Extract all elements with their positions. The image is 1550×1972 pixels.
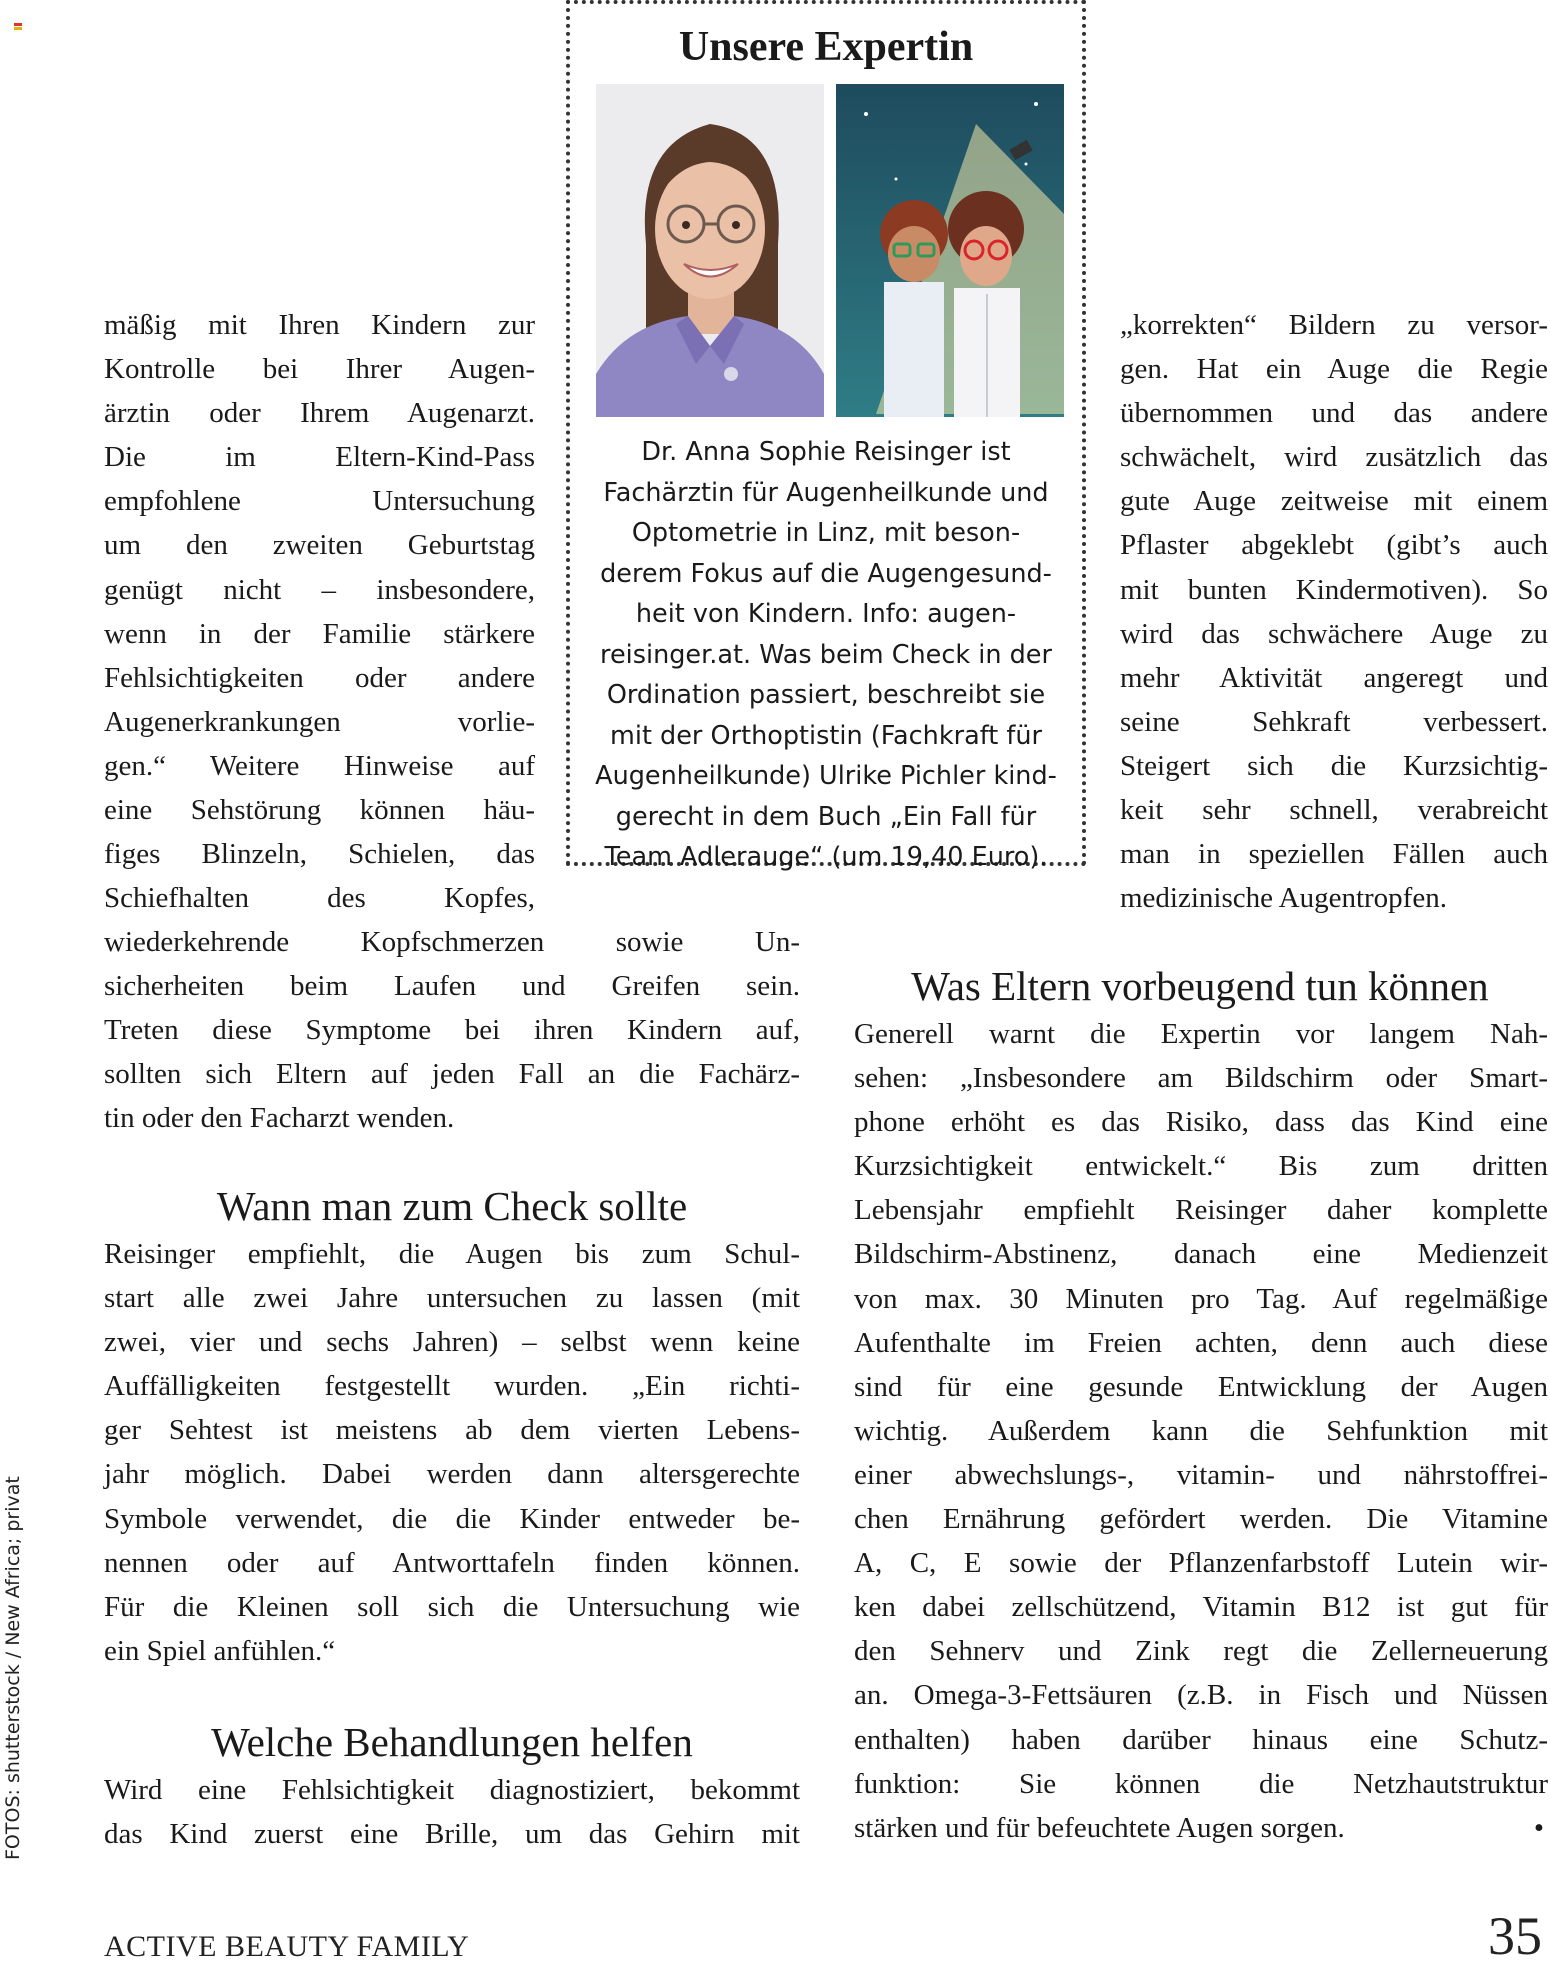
text-line: Reisinger empfiehlt, die Augen bis zum Schul- [104, 1238, 800, 1270]
text-line: wichtig. Außerdem kann die Sehfunktion mit [854, 1414, 1548, 1447]
text-line: Generell warnt die Expertin vor langem Nah- [854, 1018, 1548, 1050]
text-line: eine Sehstörung können häu- [104, 794, 535, 827]
text-line: funktion: Sie können die Netzhautstruktur [854, 1767, 1548, 1800]
text-line: A, C, E sowie der Pflanzenfarbstoff Lutein wir- [854, 1547, 1548, 1580]
end-mark-icon: • [1533, 1811, 1544, 1844]
text-line: Steigert sich die Kurzsichtig- [1120, 749, 1548, 782]
text-line: Für die Kleinen soll sich die Untersuchung wie [104, 1590, 800, 1623]
caption-line: derem Fokus auf die Augengesund- [600, 558, 1052, 589]
caption-line: Optometrie in Linz, mit beson- [631, 518, 1021, 548]
magazine-name: ACTIVE BEAUTY FAMILY [104, 1930, 470, 1963]
text-line: „korrekten“ Bildern zu versor- [1120, 309, 1548, 341]
text-line: schwächelt, wird zusätzlich das [1120, 441, 1548, 474]
text-line: den Sehnerv und Zink regt die Zellerneuerung [854, 1635, 1548, 1668]
text-line: figes Blinzeln, Schielen, das [104, 838, 535, 871]
text-line: Schiefhalten des Kopfes, [104, 882, 535, 915]
text-line: gen. Hat ein Auge die Regie [1120, 353, 1548, 386]
text-line: empfohlene Untersuchung [104, 485, 535, 518]
section-body [104, 1768, 800, 1856]
text-line: Kontrolle bei Ihrer Augen- [104, 353, 535, 386]
text-line [854, 1806, 1548, 1850]
text-line: Kurzsichtigkeit entwickelt.“ Bis zum dritten [854, 1150, 1548, 1183]
text-line: Die im Eltern-Kind-Pass [104, 441, 535, 474]
book-cover-image [836, 84, 1064, 417]
page-number: 35 [1488, 1906, 1542, 1966]
text-line: ken dabei zellschützend, Vitamin B12 ist gut für [854, 1591, 1548, 1624]
text-line: ärztin oder Ihrem Augenarzt. [104, 397, 535, 430]
text-line: start alle zwei Jahre untersuchen zu lassen (mit [104, 1282, 800, 1315]
section-heading: Welche Behandlungen helfen [211, 1719, 693, 1765]
text-line: chen Ernährung gefördert werden. Die Vitamine [854, 1503, 1548, 1536]
text-line: enthalten) haben darüber hinaus eine Schutz- [854, 1723, 1548, 1756]
section-heading: Was Eltern vorbeugend tun können [911, 963, 1489, 1009]
text-line: seine Sehkraft verbessert. [1120, 705, 1548, 738]
text-line: von max. 30 Minuten pro Tag. Auf regelmäßige [854, 1282, 1548, 1315]
text-line: wiederkehrende Kopfschmerzen sowie Un- [104, 926, 800, 958]
text-line: ger Sehtest ist meistens ab dem vierten Lebens- [104, 1414, 800, 1447]
text-line: Pflaster abgeklebt (gibt’s auch [1120, 529, 1548, 562]
text-line: Wird eine Fehlsichtigkeit diagnostiziert, bekommt [104, 1774, 800, 1806]
caption-line: Fachärztin für Augenheilkunde und [603, 477, 1049, 508]
text-line: ein Spiel anfühlen.“ [104, 1634, 336, 1667]
text-line: gute Auge zeitweise mit einem [1120, 485, 1548, 518]
text-line: übernommen und das andere [1120, 397, 1548, 430]
text-line: nennen oder auf Antworttafeln finden können. [104, 1546, 800, 1579]
color-mark-icon [14, 18, 22, 26]
text-line: wird das schwächere Auge zu [1120, 617, 1548, 650]
text-line: genügt nicht – insbesondere, [104, 573, 535, 606]
section-heading: Wann man zum Check sollte [216, 1183, 688, 1229]
expert-box [566, 0, 1086, 872]
photo-credit: FOTOS: shutterstock / New Africa; privat [2, 1476, 24, 1860]
caption-line: Team Adlerauge“ (um 19,40 Euro). [604, 842, 1048, 872]
text-line: Lebensjahr empfiehlt Reisinger daher komplette [854, 1194, 1548, 1227]
text-line: sicherheiten beim Laufen und Greifen sein. [104, 970, 800, 1003]
text-line: Fehlsichtigkeiten oder andere [104, 661, 535, 694]
expert-box-title: Unsere Expertin [678, 24, 974, 70]
text-line: Bildschirm-Abstinenz, danach eine Medienzeit [854, 1238, 1548, 1271]
caption-line: Dr. Anna Sophie Reisinger ist [641, 437, 1011, 467]
text-line: mit bunten Kindermotiven). So [1120, 573, 1548, 606]
text-line: sind für eine gesunde Entwicklung der Augen [854, 1370, 1548, 1403]
caption-line: mit der Orthoptistin (Fachkraft für [610, 720, 1042, 751]
text-line: Symbole verwendet, die die Kinder entweder be- [104, 1502, 800, 1535]
text-line: sehen: „Insbesondere am Bildschirm oder Smart- [854, 1062, 1548, 1095]
expert-caption [584, 432, 1068, 878]
text-line: mäßig mit Ihren Kindern zur [104, 309, 535, 341]
text-line: um den zweiten Geburtstag [104, 529, 535, 562]
text-line: wenn in der Familie stärkere [104, 617, 535, 650]
text-line: tin oder den Facharzt wenden. [104, 1102, 455, 1135]
text-line: man in speziellen Fällen auch [1120, 838, 1548, 871]
text-line: Treten diese Symptome bei ihren Kindern auf, [104, 1014, 800, 1047]
text-line: mehr Aktivität angeregt und [1120, 661, 1548, 694]
text-line-content: stärken und für befeuchtete Augen sorgen. [854, 1811, 1345, 1844]
text-line: keit sehr schnell, verabreicht [1120, 794, 1548, 827]
caption-line: heit von Kindern. Info: augen- [635, 599, 1017, 629]
text-line: medizinische Augentropfen. [1120, 882, 1447, 915]
text-line: jahr möglich. Dabei werden dann altersgerechte [104, 1458, 800, 1491]
left-column-narrow-text [104, 303, 535, 920]
text-line: Aufenthalte im Freien achten, denn auch diese [854, 1326, 1548, 1359]
right-column-narrow-text [1120, 303, 1548, 920]
text-line: einer abwechslungs-, vitamin- und nährstoffrei- [854, 1458, 1548, 1491]
text-line: zwei, vier und sechs Jahren) – selbst wenn keine [104, 1326, 800, 1359]
text-line: phone erhöht es das Risiko, dass das Kind eine [854, 1106, 1548, 1139]
text-line: an. Omega-3-Fettsäuren (z.B. in Fisch und Nüssen [854, 1679, 1548, 1712]
caption-line: gerecht in dem Buch „Ein Fall für [615, 801, 1037, 832]
caption-line: Augenheilkunde) Ulrike Pichler kind- [595, 761, 1057, 791]
text-line: Augenerkrankungen vorlie- [104, 705, 535, 738]
caption-line: reisinger.at. Was beim Check in der [600, 639, 1052, 670]
left-column-wide-text [104, 920, 800, 1140]
text-line: das Kind zuerst eine Brille, um das Gehirn mit [104, 1818, 800, 1851]
text-line: sollten sich Eltern auf jeden Fall an die Fachärz- [104, 1058, 800, 1091]
section-body [104, 1232, 800, 1673]
expert-portrait-image [596, 84, 824, 417]
text-line: Auffälligkeiten festgestellt wurden. „Ein richti- [104, 1370, 800, 1403]
section-body [854, 1012, 1548, 1850]
caption-line: Ordination passiert, beschreibt sie [606, 680, 1046, 710]
text-line: gen.“ Weitere Hinweise auf [104, 749, 535, 782]
